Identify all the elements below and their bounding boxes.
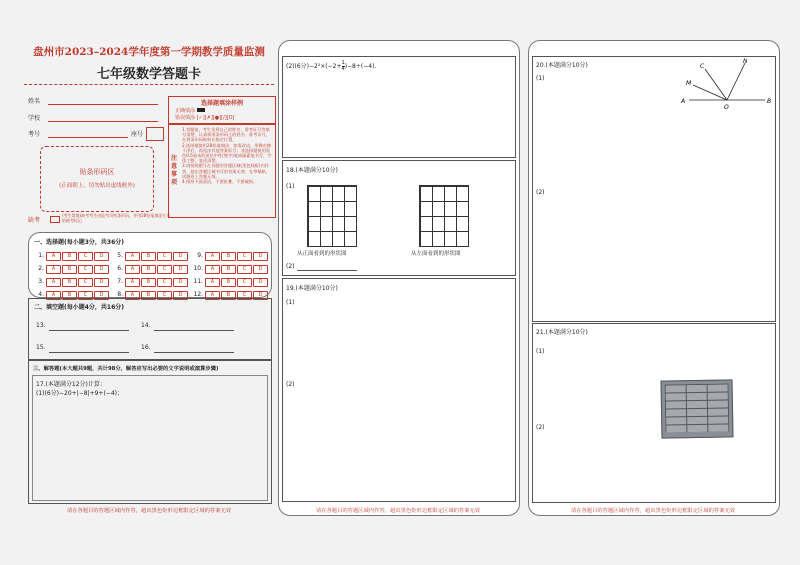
ray-on (727, 63, 745, 100)
q19-part1: (1) (286, 299, 295, 306)
choice-bubble[interactable]: C (237, 265, 252, 274)
choice-bubble[interactable]: C (157, 252, 172, 261)
note-line: 1.答题前，考生先将自己的姓名、准考证号等填写清楚，认真核准条形码上的姓名、准考证号，在将条形码粘贴在指定位置。 (182, 127, 270, 143)
q19-answer-area[interactable] (282, 278, 516, 502)
point-n: N (743, 58, 748, 65)
q16-label: 16. (141, 344, 151, 351)
choice-bubble[interactable]: B (62, 252, 77, 261)
choice-bubble[interactable]: A (46, 278, 61, 287)
choice-bubble[interactable]: D (173, 252, 188, 261)
q21-part2: (2) (536, 424, 545, 431)
choice-question-number: 4. (38, 291, 44, 298)
choice-question-number: 2. (38, 265, 44, 272)
title-line2: 七年级数学答题卡 (96, 67, 201, 82)
choice-bubble[interactable]: C (157, 278, 172, 287)
choice-bubble[interactable]: C (78, 252, 93, 261)
point-b: B (767, 98, 772, 105)
point-a: A (681, 98, 686, 105)
exam-number-field[interactable] (48, 137, 128, 138)
choice-question-number: 3. (38, 278, 44, 285)
absent-label: 缺考 (28, 217, 41, 224)
correct-fill-label: 正确填涂 (175, 108, 196, 114)
choice-bubble[interactable]: C (78, 291, 93, 300)
choice-bubble[interactable]: B (141, 252, 156, 261)
seat-label: 座号 (131, 131, 144, 138)
choice-bubble[interactable]: D (94, 278, 109, 287)
barcode-hint: (正面朝上，切勿贴出虚线框外) (59, 183, 135, 189)
point-m: M (686, 80, 692, 87)
q15-label: 15. (36, 344, 46, 351)
choice-question-number: 10. (193, 265, 203, 272)
wrong-fill-label: 错误填涂 (175, 115, 196, 121)
q19-title: 19.(本题满分10分) (286, 285, 338, 292)
seat-field[interactable] (146, 127, 164, 141)
front-view-caption: 从正面看到的形状图 (297, 251, 347, 257)
exam-number-label: 考号 (28, 131, 41, 138)
q19-part2: (2) (286, 381, 295, 388)
choice-bubble[interactable]: D (253, 252, 268, 261)
section2-title: 二、填空题(每小题4分，共16分) (34, 304, 125, 311)
choice-row (34, 252, 110, 261)
q17-answer-area[interactable] (32, 375, 268, 501)
choice-bubble[interactable]: B (221, 252, 236, 261)
q13-answer-line[interactable] (49, 330, 129, 331)
choice-bubble[interactable]: D (253, 291, 268, 300)
section-fill-blank (28, 298, 272, 360)
q17-part2-area[interactable] (282, 56, 516, 158)
q20-title: 20.(本题满分10分) (536, 62, 588, 69)
q18-answer-area[interactable] (282, 160, 516, 276)
choice-bubble[interactable]: D (94, 265, 109, 274)
q14-label: 14. (141, 322, 151, 329)
point-o: O (724, 104, 729, 111)
choice-bubble[interactable]: C (237, 291, 252, 300)
title-separator (24, 84, 274, 85)
choice-question-number: 8. (117, 291, 123, 298)
choice-bubble[interactable]: B (62, 278, 77, 287)
school-label: 学校 (28, 115, 41, 122)
choice-bubble[interactable]: D (173, 265, 188, 274)
choice-bubble[interactable]: D (173, 278, 188, 287)
pasted-table-image (660, 379, 733, 438)
name-field[interactable] (48, 104, 158, 105)
bottom-warning-col1: 请在各题目的答题区域内作答，超出黑色矩形边框限定区域的答案无效 (66, 508, 232, 514)
fraction-denominator: 4 (341, 66, 345, 72)
q14-answer-line[interactable] (154, 330, 234, 331)
choice-bubble[interactable]: B (221, 265, 236, 274)
choice-bubble[interactable]: A (205, 291, 220, 300)
choice-row (113, 265, 189, 274)
note-line: 3.请按照题号在各题的答题区域(黑色线框)内作答，超出答题区域书写的答案无效；在草稿纸、试题卷上答题无效。 (182, 163, 270, 179)
q17-part1: (1)(6分)−20+|−8|+9+(−4)； (36, 390, 123, 397)
note-line: 4.保持卡面清洁，不要折叠、不要破损。 (182, 179, 258, 185)
choice-bubble[interactable]: A (125, 291, 140, 300)
choice-question-number: 9. (197, 252, 203, 259)
q17-part2-tail: )−8÷(−4). (344, 63, 377, 70)
choice-bubble[interactable]: D (94, 252, 109, 261)
choice-bubble[interactable]: A (125, 278, 140, 287)
q18-title: 18.(本题满分10分) (286, 167, 338, 174)
choice-row (113, 252, 189, 261)
choice-bubble[interactable]: A (205, 252, 220, 261)
choice-bubble[interactable]: C (237, 252, 252, 261)
q17-title: 17.(本题满分12分)计算： (36, 381, 106, 388)
left-view-grid[interactable] (419, 185, 469, 247)
choice-question-number: 5. (117, 252, 123, 259)
choice-bubble[interactable]: C (157, 265, 172, 274)
choice-bubble[interactable]: C (78, 265, 93, 274)
fill-sample-box (168, 96, 276, 124)
choice-bubble[interactable]: B (141, 265, 156, 274)
school-field[interactable] (48, 121, 158, 122)
choice-bubble[interactable]: A (46, 291, 61, 300)
section3-title: 三、解答题(本大题共9题，共计98分，解答应写出必要的文字说明或演算步骤) (33, 366, 219, 372)
section1-title: 一、选择题(每小题3分，共36分) (34, 239, 125, 246)
q15-answer-line[interactable] (49, 352, 129, 353)
choice-bubble[interactable]: A (205, 265, 220, 274)
choice-row (193, 252, 269, 261)
choice-row (34, 278, 110, 287)
q18-part2: (2) (286, 263, 295, 270)
bottom-warning-col3: 请在各题目的答题区域内作答，超出黑色矩形边框限定区域的答案无效 (570, 508, 736, 514)
q16-answer-line[interactable] (154, 352, 234, 353)
choice-bubble[interactable]: B (221, 291, 236, 300)
choice-question-number: 7. (117, 278, 123, 285)
q20-part1: (1) (536, 75, 545, 82)
choice-row (193, 265, 269, 274)
correct-fill-mark (197, 108, 205, 112)
choice-bubble[interactable]: A (205, 278, 220, 287)
q13-label: 13. (36, 322, 46, 329)
choice-bubble[interactable]: D (253, 278, 268, 287)
choice-question-number: 11. (193, 278, 203, 285)
notes-text (182, 127, 272, 184)
choice-row (113, 278, 189, 287)
absent-note: (考生禁填)缺考考生由监考员贴条形码，并用2B铅笔填涂左边的缺考标记 (62, 213, 171, 223)
q21-answer-area[interactable] (532, 323, 776, 503)
choice-bubble[interactable]: B (221, 278, 236, 287)
choice-bubble[interactable]: D (253, 265, 268, 274)
note-line: 2.选择题使用2B铅笔填涂，如需改动，用橡皮擦干净后，再选涂其他答案标号；非选择题使用黑色0.5毫米的黑色中性(签字)笔或碳素笔书写，字体工整、笔迹清楚。 (182, 142, 272, 164)
choice-row (193, 278, 269, 287)
q21-part1: (1) (536, 348, 545, 355)
q17-part2-expr: (2)(6分)−2²×(−2+ (286, 63, 342, 70)
choice-bubble[interactable]: B (141, 291, 156, 300)
choice-bubble[interactable]: A (46, 252, 61, 261)
choice-bubble[interactable]: C (157, 291, 172, 300)
absent-checkbox[interactable] (50, 216, 60, 223)
notes-label: 注意事项 (171, 155, 178, 186)
left-view-caption: 从左面看到的形状图 (411, 251, 461, 257)
choice-bubble[interactable]: B (62, 265, 77, 274)
q20-part2: (2) (536, 189, 545, 196)
barcode-area (40, 146, 154, 212)
choice-bubble[interactable]: C (78, 278, 93, 287)
fraction-numerator: 1 (341, 60, 345, 66)
choice-bubble[interactable]: D (94, 291, 109, 300)
front-view-grid[interactable] (307, 185, 357, 247)
choice-bubble[interactable]: A (46, 265, 61, 274)
q18-part1: (1) (286, 183, 295, 190)
choice-question-number: 6. (117, 265, 123, 272)
section-solution (28, 360, 272, 504)
choice-bubble[interactable]: D (173, 291, 188, 300)
choice-question-number: 12. (193, 291, 203, 298)
choice-bubble[interactable]: C (237, 278, 252, 287)
fill-sample-title: 选择题填涂样例 (200, 100, 243, 107)
notes-box (168, 124, 276, 218)
choice-bubble[interactable]: B (62, 291, 77, 300)
choice-bubble[interactable]: B (141, 278, 156, 287)
choice-bubble[interactable]: A (125, 265, 140, 274)
choice-question-number: 1. (38, 252, 44, 259)
q20-answer-area[interactable] (532, 56, 776, 322)
q21-title: 21.(本题满分10分) (536, 329, 588, 336)
choice-row (34, 265, 110, 274)
point-c: C (700, 63, 705, 70)
barcode-title: 贴条形码区 (79, 168, 115, 176)
title-line1: 盘州市2023–2024学年度第一学期教学质量监测 (33, 46, 265, 58)
q18-part2-line[interactable] (297, 270, 357, 271)
q17-part2 (286, 61, 376, 72)
name-label: 姓名 (28, 98, 41, 105)
angle-diagram (679, 57, 779, 117)
bottom-warning-col2: 请在各题目的答题区域内作答，超出黑色矩形边框限定区域的答案无效 (315, 508, 481, 514)
choice-bubble[interactable]: A (125, 252, 140, 261)
wrong-fill-marks: [✓][✗][●][/][O] (196, 115, 235, 121)
